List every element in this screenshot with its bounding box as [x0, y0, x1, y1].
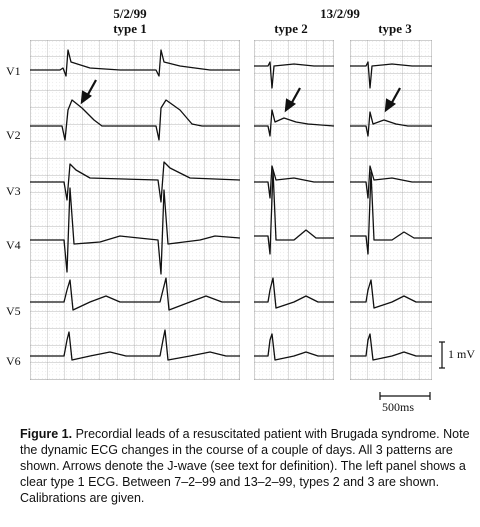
lead-label-v5: V5: [6, 304, 21, 318]
ecg-panel-type1: [30, 40, 240, 380]
lead-label-v1: V1: [6, 64, 21, 78]
lead-label-v4: V4: [6, 238, 21, 252]
ecg-panel-type3: [350, 40, 432, 380]
type-right: type 3: [378, 21, 412, 36]
calibration-voltage: 1 mV: [448, 347, 475, 361]
lead-label-v6: V6: [6, 354, 21, 368]
lead-label-v2: V2: [6, 128, 21, 142]
caption-text: Precordial leads of a resuscitated patient with Brugada syndrome. Note the dynamic ECG changes in the course of a couple of days. All 3 patterns are shown. Arrows denote the J-wave (see text for definition). The left panel shows a clear type 1 ECG. Between 7–2–99 and 13–2–99, types 2 and 3 are shown. Calibrations are given.: [20, 427, 470, 505]
date-right: 13/2/99: [320, 6, 360, 21]
ecg-panel-type2: [254, 40, 334, 380]
type-mid: type 2: [274, 21, 308, 36]
calibration-markers: [360, 330, 480, 420]
calibration-time: 500ms: [382, 400, 415, 414]
figure-caption: [20, 426, 470, 506]
type-left: type 1: [113, 21, 147, 36]
caption-label: Figure 1.: [20, 427, 73, 441]
date-left: 5/2/99: [113, 6, 147, 21]
lead-label-v3: V3: [6, 184, 21, 198]
